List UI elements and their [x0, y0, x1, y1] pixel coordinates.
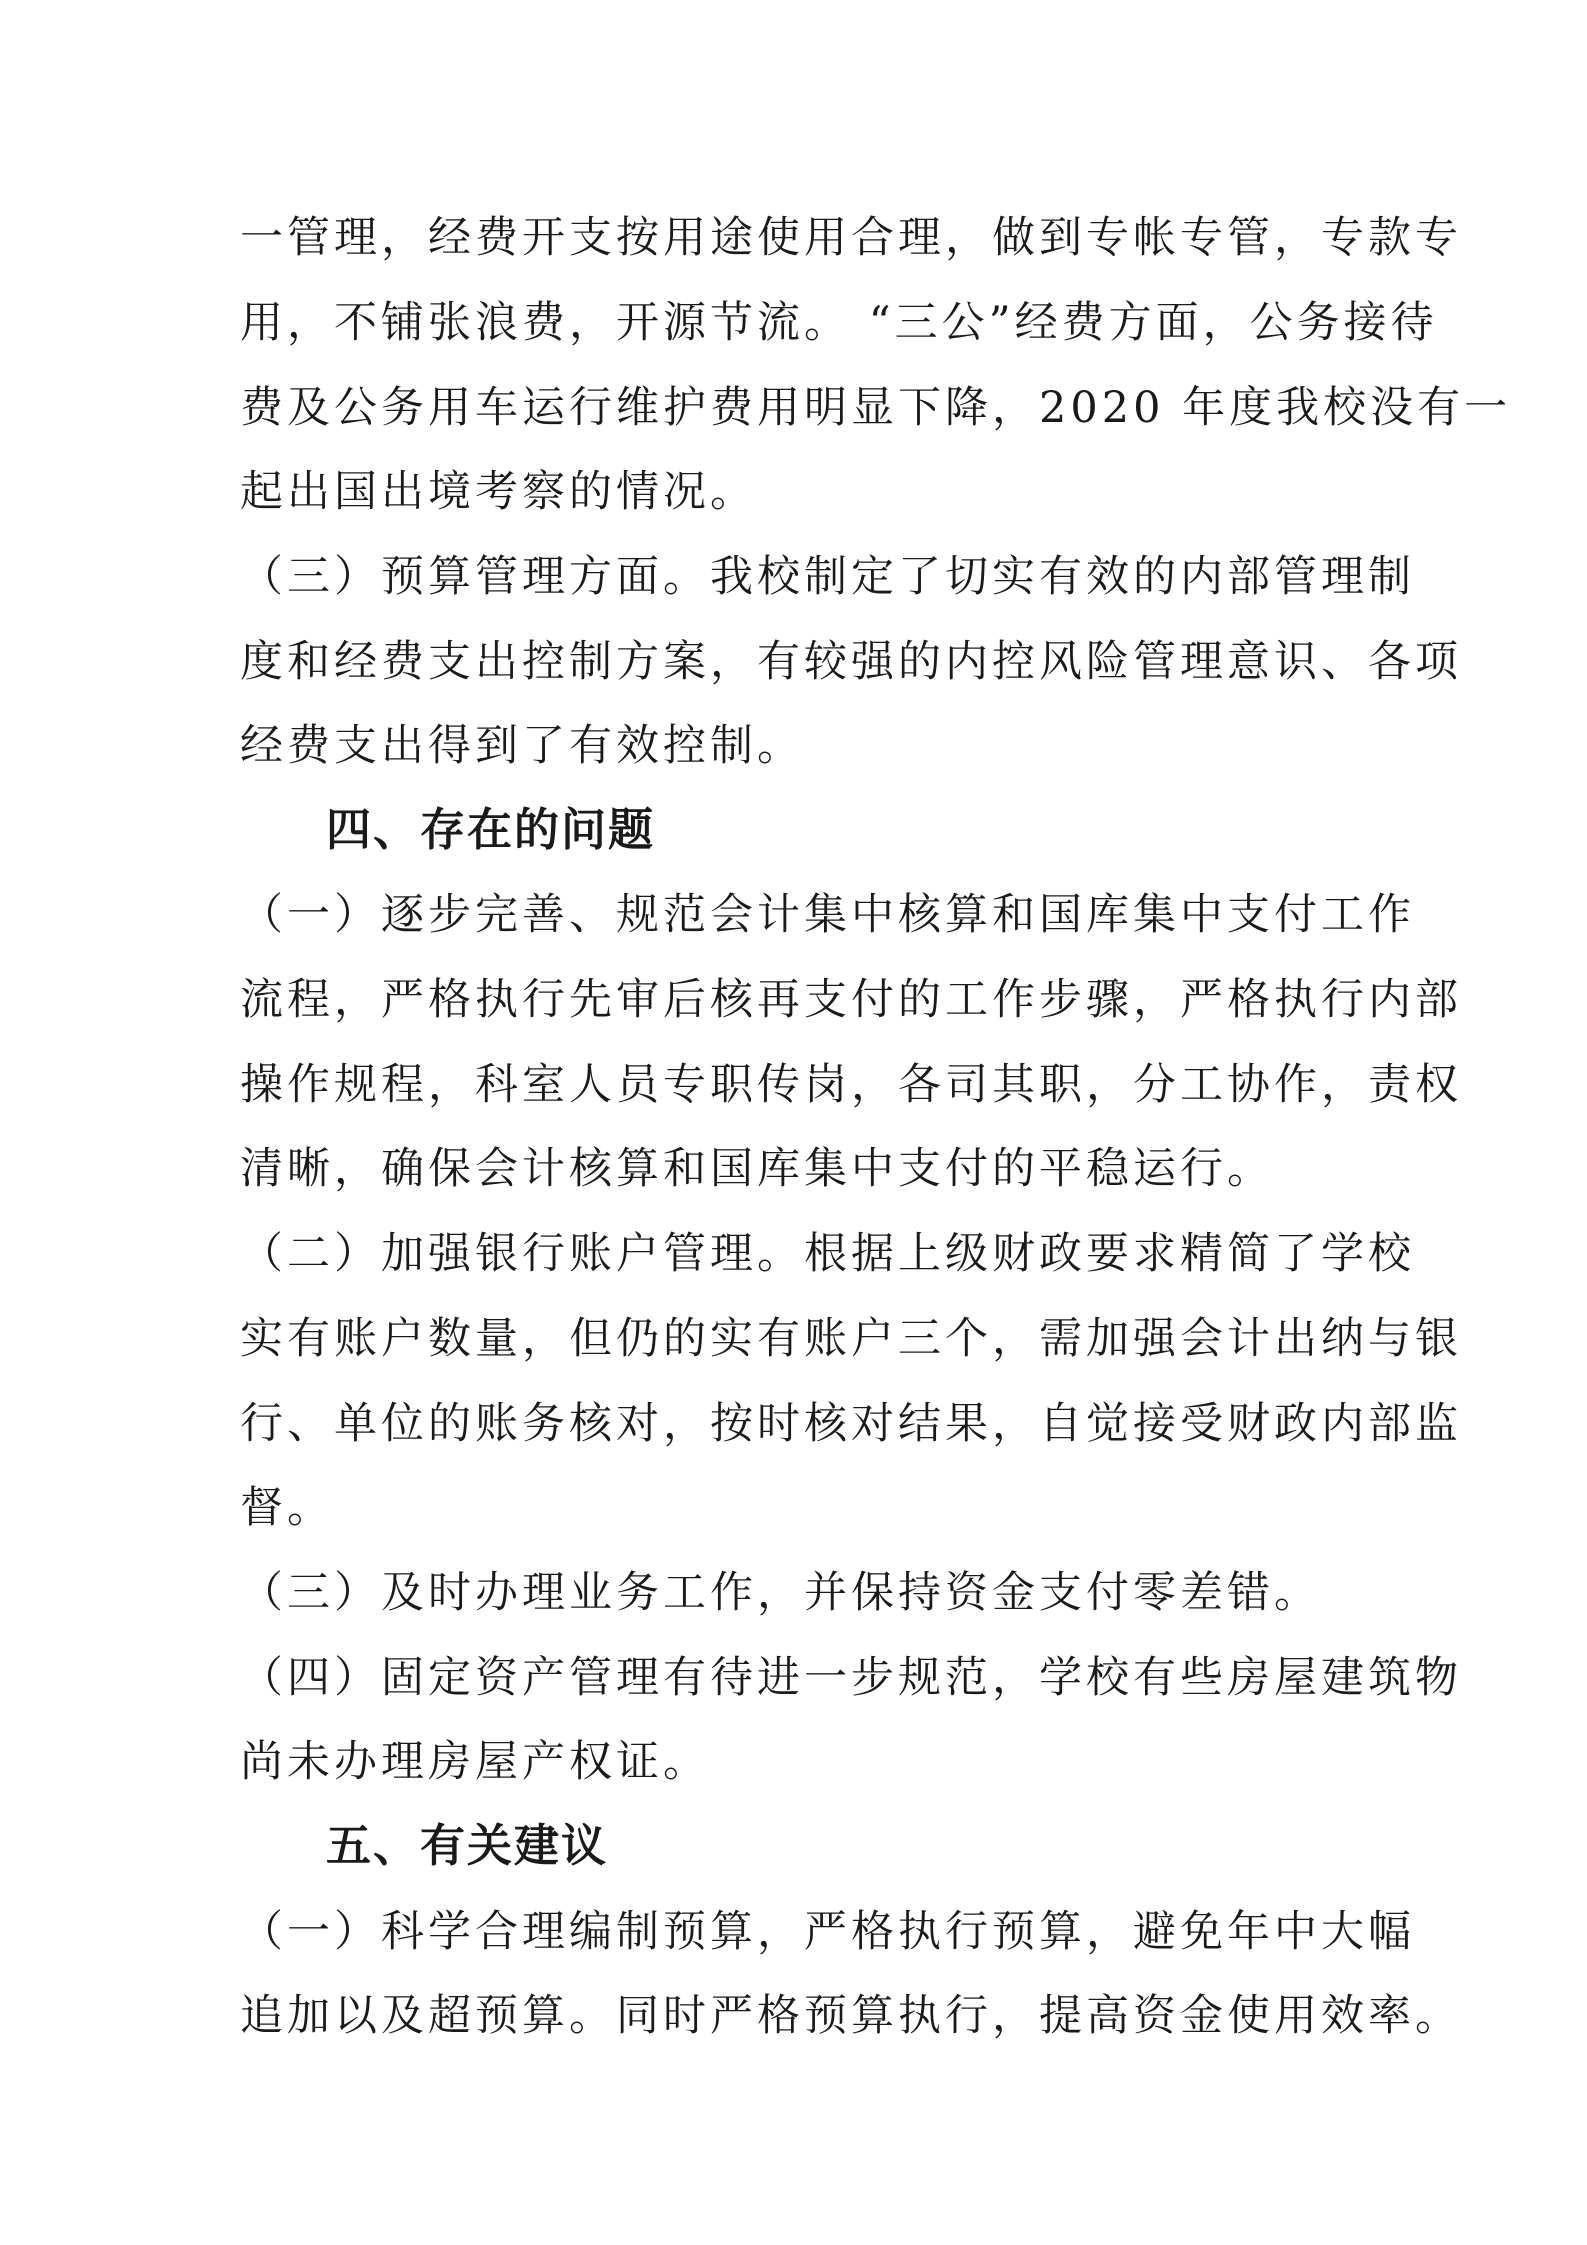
paragraph-line: （三）及时办理业务工作，并保持资金支付零差错。	[240, 1568, 1321, 1618]
paragraph-line: 行、单位的账务核对，按时核对结果，自觉接受财政内部监	[240, 1399, 1462, 1449]
paragraph-line: （四）固定资产管理有待进一步规范，学校有些房屋建筑物	[240, 1653, 1462, 1703]
paragraph-line: 操作规程，科室人员专职传岗，各司其职，分工协作，责权	[240, 1060, 1462, 1110]
paragraph-line: （三）预算管理方面。我校制定了切实有效的内部管理制	[240, 552, 1415, 602]
paragraph-line: 流程，严格执行先审后核再支付的工作步骤，严格执行内部	[240, 975, 1462, 1025]
paragraph-line: （二）加强银行账户管理。根据上级财政要求精简了学校	[240, 1229, 1415, 1279]
paragraph-line: 用，不铺张浪费，开源节流。 “三公”经费方面，公务接待	[240, 298, 1438, 348]
paragraph-line: 度和经费支出控制方案，有较强的内控风险管理意识、各项	[240, 637, 1462, 687]
paragraph-line: 费及公务用车运行维护费用明显下降，2020 年度我校没有一	[240, 383, 1512, 433]
paragraph-line: 督。	[240, 1483, 334, 1533]
paragraph-line: 尚未办理房屋产权证。	[240, 1737, 710, 1787]
section-heading: 四、存在的问题	[326, 803, 656, 856]
paragraph-line: 一管理，经费开支按用途使用合理，做到专帐专管，专款专	[240, 213, 1462, 263]
section-heading: 五、有关建议	[326, 1819, 609, 1872]
paragraph-line: 追加以及超预算。同时严格预算执行，提高资金使用效率。	[240, 1991, 1462, 2041]
paragraph-line: 起出国出境考察的情况。	[240, 467, 757, 517]
paragraph-line: （一）科学合理编制预算，严格执行预算，避免年中大幅	[240, 1907, 1415, 1957]
paragraph-line: 实有账户数量，但仍的实有账户三个，需加强会计出纳与银	[240, 1314, 1462, 1364]
paragraph-line: 经费支出得到了有效控制。	[240, 721, 804, 771]
paragraph-line: 清晰，确保会计核算和国库集中支付的平稳运行。	[240, 1144, 1274, 1194]
paragraph-line: （一）逐步完善、规范会计集中核算和国库集中支付工作	[240, 890, 1415, 940]
